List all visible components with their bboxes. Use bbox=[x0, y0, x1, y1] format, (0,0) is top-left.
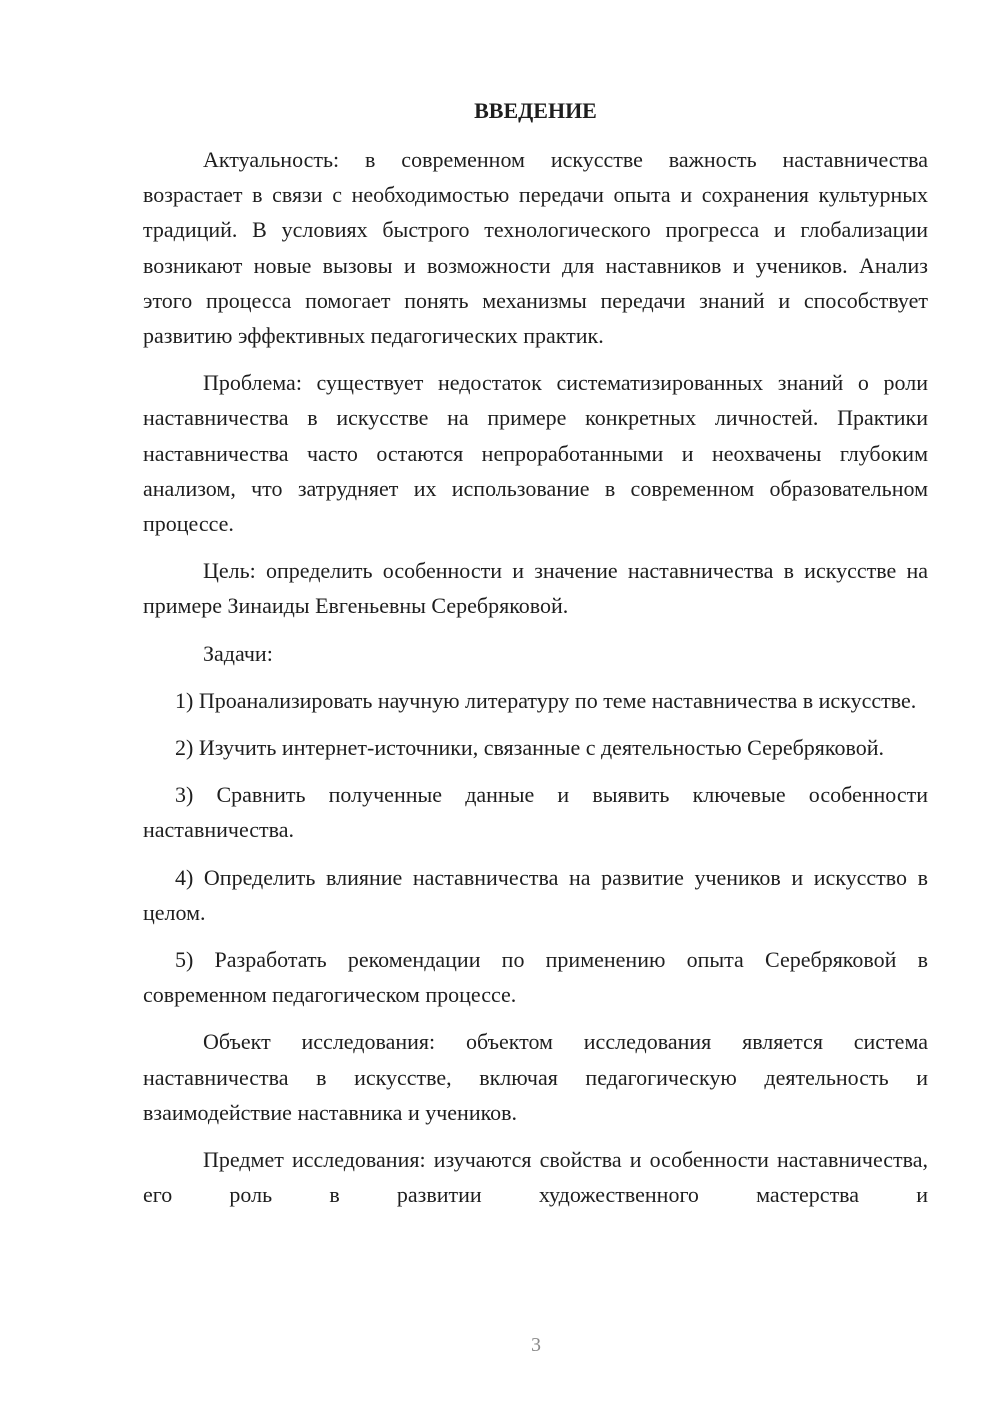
paragraph-goal: Цель: определить особенности и значение наставничества в искусстве на примере Зинаиды Евгеньевны Серебряковой. bbox=[143, 558, 928, 619]
task-item-5: 5) Разработать рекомендации по применению опыта Серебряковой в современном педагогическом процессе. bbox=[143, 947, 928, 1008]
task-item-2: 2) Изучить интернет-источники, связанные с деятельностью Серебряковой. bbox=[175, 735, 884, 761]
task-item-1: 1) Проанализировать научную литературу по теме наставничества в искусстве. bbox=[175, 687, 917, 713]
document-page bbox=[143, 96, 928, 1212]
section-heading: ВВЕДЕНИЕ bbox=[474, 98, 597, 123]
tasks-label: Задачи: bbox=[203, 640, 273, 666]
task-item-3: 3) Сравнить полученные данные и выявить ключевые особенности наставничества. bbox=[143, 782, 928, 843]
task-item-4: 4) Определить влияние наставничества на развитие учеников и искусство в целом. bbox=[143, 864, 928, 925]
paragraph-relevance: Актуальность: в современном искусстве важность наставничества возрастает в связи с необходимостью передачи опыта и сохранения культурных традиций. В условиях быстрого технологического прогресса и глобализации возникают новые вызовы и возможности для наставников и учеников. Анализ этого процесса помогает понять механизмы передачи знаний и способствует развитию эффективных педагогических практик. bbox=[143, 147, 928, 349]
paragraph-object: Объект исследования: объектом исследования является система наставничества в искусстве, включая педагогическую деятельность и взаимодействие наставника и учеников. bbox=[143, 1029, 928, 1125]
page-number: 3 bbox=[531, 1334, 541, 1356]
paragraph-problem: Проблема: существует недостаток систематизированных знаний о роли наставничества в искусстве на примере конкретных личностей. Практики наставничества часто остаются непроработанными и неохвачены глубоким анализом, что затрудняет их использование в современном образовательном процессе. bbox=[143, 370, 928, 537]
paragraph-subject: Предмет исследования: изучаются свойства и особенности наставничества, его роль в развитии художественного мастерства и bbox=[143, 1147, 928, 1208]
